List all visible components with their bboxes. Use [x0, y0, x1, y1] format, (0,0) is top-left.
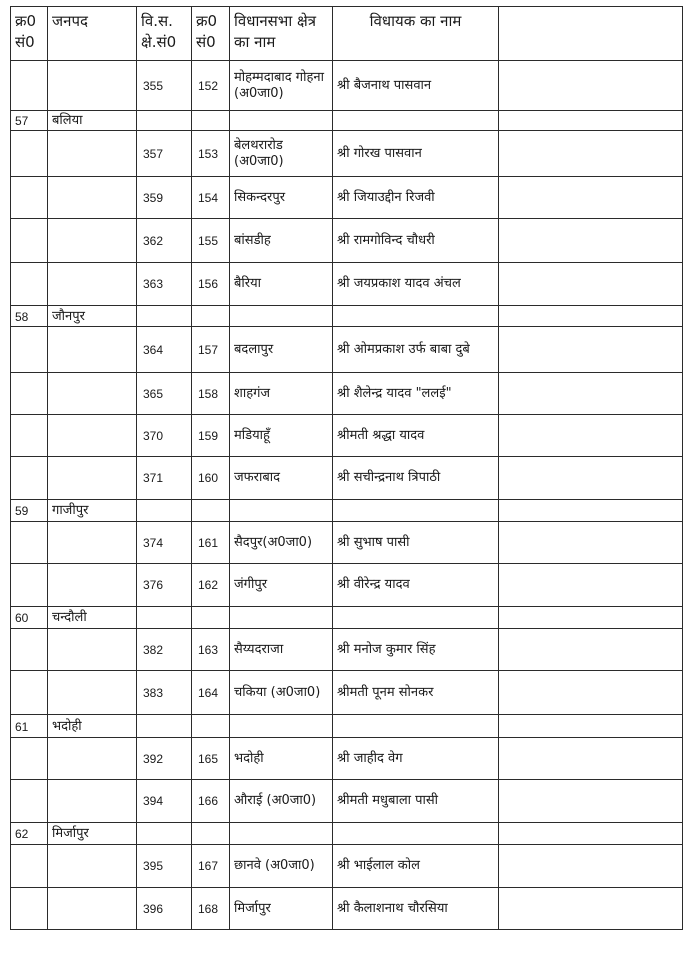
- vs-number: 376: [137, 564, 192, 607]
- vs-number: 396: [137, 888, 192, 930]
- table-row: [11, 415, 683, 457]
- empty-cell: [192, 500, 230, 522]
- table-row: [11, 780, 683, 823]
- empty-cell: [499, 263, 683, 306]
- empty-cell: [48, 327, 137, 373]
- vs-number: 363: [137, 263, 192, 306]
- empty-cell: [499, 306, 683, 327]
- empty-cell: [11, 888, 48, 930]
- header-constituency: विधानसभा क्षेत्र का नाम: [230, 7, 333, 61]
- empty-cell: [192, 715, 230, 738]
- mla-name: श्री सुभाष पासी: [333, 522, 499, 564]
- empty-cell: [11, 522, 48, 564]
- vs-number: 359: [137, 177, 192, 219]
- empty-cell: [11, 564, 48, 607]
- district-row: [11, 306, 683, 327]
- empty-cell: [192, 111, 230, 131]
- vs-number: 370: [137, 415, 192, 457]
- constituency-name: जफराबाद: [230, 457, 333, 500]
- district-number: 61: [11, 715, 48, 738]
- empty-cell: [11, 845, 48, 888]
- vs-number: 364: [137, 327, 192, 373]
- vs-number: 357: [137, 131, 192, 177]
- empty-cell: [499, 457, 683, 500]
- vs-number: 355: [137, 61, 192, 111]
- empty-cell: [11, 131, 48, 177]
- district-name: चन्दौली: [48, 607, 137, 629]
- kr-number: 167: [192, 845, 230, 888]
- district-name: बलिया: [48, 111, 137, 131]
- table-body: [11, 61, 683, 930]
- kr-number: 162: [192, 564, 230, 607]
- empty-cell: [499, 61, 683, 111]
- table-row: [11, 131, 683, 177]
- empty-cell: [48, 780, 137, 823]
- header-kr-number: क्र0 सं0: [192, 7, 230, 61]
- header-district: जनपद: [48, 7, 137, 61]
- empty-cell: [48, 564, 137, 607]
- district-row: [11, 823, 683, 845]
- empty-cell: [192, 607, 230, 629]
- constituency-name: बैरिया: [230, 263, 333, 306]
- empty-cell: [48, 845, 137, 888]
- mla-name: श्री जाहीद वेग: [333, 738, 499, 780]
- empty-cell: [48, 522, 137, 564]
- empty-cell: [48, 131, 137, 177]
- empty-cell: [48, 738, 137, 780]
- empty-cell: [230, 306, 333, 327]
- header-row: [11, 7, 683, 61]
- empty-cell: [499, 845, 683, 888]
- mla-name: श्रीमती पूनम सोनकर: [333, 671, 499, 715]
- empty-cell: [11, 61, 48, 111]
- empty-cell: [499, 780, 683, 823]
- mla-name: श्री कैलाशनाथ चौरसिया: [333, 888, 499, 930]
- table-row: [11, 327, 683, 373]
- empty-cell: [11, 219, 48, 263]
- kr-number: 153: [192, 131, 230, 177]
- constituency-name: मिर्जापुर: [230, 888, 333, 930]
- empty-cell: [230, 607, 333, 629]
- header-extra: [499, 7, 683, 61]
- empty-cell: [499, 373, 683, 415]
- kr-number: 159: [192, 415, 230, 457]
- table-row: [11, 564, 683, 607]
- empty-cell: [48, 457, 137, 500]
- empty-cell: [48, 629, 137, 671]
- empty-cell: [48, 671, 137, 715]
- empty-cell: [333, 111, 499, 131]
- constituency-name: बेलथरारोड (अ0जा0): [230, 131, 333, 177]
- empty-cell: [137, 823, 192, 845]
- mla-name: श्री शैलेन्द्र यादव "ललई": [333, 373, 499, 415]
- empty-cell: [499, 327, 683, 373]
- empty-cell: [137, 306, 192, 327]
- constituency-name: शाहगंज: [230, 373, 333, 415]
- vs-number: 395: [137, 845, 192, 888]
- empty-cell: [11, 738, 48, 780]
- kr-number: 155: [192, 219, 230, 263]
- constituency-name: बांसडीह: [230, 219, 333, 263]
- empty-cell: [48, 177, 137, 219]
- empty-cell: [333, 500, 499, 522]
- empty-cell: [11, 780, 48, 823]
- constituency-name: छानवे (अ0जा0): [230, 845, 333, 888]
- mla-name: श्री जियाउद्दीन रिजवी: [333, 177, 499, 219]
- empty-cell: [499, 888, 683, 930]
- kr-number: 158: [192, 373, 230, 415]
- mla-name: श्री रामगोविन्द चौधरी: [333, 219, 499, 263]
- empty-cell: [11, 177, 48, 219]
- empty-cell: [137, 111, 192, 131]
- table-row: [11, 845, 683, 888]
- constituency-name: भदोही: [230, 738, 333, 780]
- empty-cell: [48, 263, 137, 306]
- kr-number: 152: [192, 61, 230, 111]
- empty-cell: [11, 629, 48, 671]
- header-vs-number: वि.स. क्षे.सं0: [137, 7, 192, 61]
- constituency-name: मडियाहूँ: [230, 415, 333, 457]
- district-row: [11, 111, 683, 131]
- mla-name: श्रीमती मधुबाला पासी: [333, 780, 499, 823]
- empty-cell: [333, 306, 499, 327]
- mla-name: श्री गोरख पासवान: [333, 131, 499, 177]
- empty-cell: [499, 564, 683, 607]
- table-row: [11, 61, 683, 111]
- empty-cell: [192, 306, 230, 327]
- kr-number: 156: [192, 263, 230, 306]
- empty-cell: [499, 219, 683, 263]
- district-name: जौनपुर: [48, 306, 137, 327]
- empty-cell: [11, 671, 48, 715]
- mla-name: श्री ओमप्रकाश उर्फ बाबा दुबे: [333, 327, 499, 373]
- table-row: [11, 888, 683, 930]
- district-number: 58: [11, 306, 48, 327]
- table-row: [11, 671, 683, 715]
- empty-cell: [499, 177, 683, 219]
- kr-number: 164: [192, 671, 230, 715]
- vs-number: 382: [137, 629, 192, 671]
- district-name: भदोही: [48, 715, 137, 738]
- header-serial: क्र0 सं0: [11, 7, 48, 61]
- mla-name: श्री बैजनाथ पासवान: [333, 61, 499, 111]
- constituency-name: औराई (अ0जा0): [230, 780, 333, 823]
- district-number: 60: [11, 607, 48, 629]
- table-row: [11, 177, 683, 219]
- table-row: [11, 373, 683, 415]
- empty-cell: [230, 500, 333, 522]
- constituency-name: चकिया (अ0जा0): [230, 671, 333, 715]
- kr-number: 157: [192, 327, 230, 373]
- empty-cell: [48, 415, 137, 457]
- kr-number: 161: [192, 522, 230, 564]
- mla-name: श्री जयप्रकाश यादव अंचल: [333, 263, 499, 306]
- empty-cell: [499, 629, 683, 671]
- empty-cell: [499, 415, 683, 457]
- constituency-name: मोहम्मदाबाद गोहना (अ0जा0): [230, 61, 333, 111]
- empty-cell: [499, 671, 683, 715]
- empty-cell: [11, 327, 48, 373]
- empty-cell: [499, 131, 683, 177]
- empty-cell: [333, 823, 499, 845]
- empty-cell: [11, 263, 48, 306]
- empty-cell: [48, 373, 137, 415]
- constituency-name: सैदपुर(अ0जा0): [230, 522, 333, 564]
- empty-cell: [333, 607, 499, 629]
- empty-cell: [137, 607, 192, 629]
- empty-cell: [230, 715, 333, 738]
- district-name: गाजीपुर: [48, 500, 137, 522]
- empty-cell: [499, 111, 683, 131]
- district-number: 57: [11, 111, 48, 131]
- mla-name: श्री सचीन्द्रनाथ त्रिपाठी: [333, 457, 499, 500]
- empty-cell: [48, 219, 137, 263]
- district-number: 59: [11, 500, 48, 522]
- kr-number: 165: [192, 738, 230, 780]
- empty-cell: [499, 522, 683, 564]
- district-row: [11, 607, 683, 629]
- constituency-name: बदलापुर: [230, 327, 333, 373]
- empty-cell: [499, 500, 683, 522]
- vs-number: 365: [137, 373, 192, 415]
- vs-number: 394: [137, 780, 192, 823]
- constituency-name: सिकन्दरपुर: [230, 177, 333, 219]
- district-row: [11, 500, 683, 522]
- empty-cell: [333, 715, 499, 738]
- district-number: 62: [11, 823, 48, 845]
- empty-cell: [499, 607, 683, 629]
- mla-name: श्रीमती श्रद्धा यादव: [333, 415, 499, 457]
- empty-cell: [48, 61, 137, 111]
- empty-cell: [499, 715, 683, 738]
- table-row: [11, 522, 683, 564]
- table-row: [11, 263, 683, 306]
- empty-cell: [11, 373, 48, 415]
- kr-number: 166: [192, 780, 230, 823]
- kr-number: 168: [192, 888, 230, 930]
- mla-name: श्री मनोज कुमार सिंह: [333, 629, 499, 671]
- empty-cell: [137, 500, 192, 522]
- empty-cell: [192, 823, 230, 845]
- empty-cell: [11, 415, 48, 457]
- vs-number: 362: [137, 219, 192, 263]
- document-sheet: [10, 6, 682, 930]
- table-row: [11, 219, 683, 263]
- vs-number: 383: [137, 671, 192, 715]
- empty-cell: [230, 111, 333, 131]
- mla-list-table: [10, 6, 683, 930]
- district-row: [11, 715, 683, 738]
- empty-cell: [48, 888, 137, 930]
- constituency-name: सैय्यदराजा: [230, 629, 333, 671]
- vs-number: 392: [137, 738, 192, 780]
- table-row: [11, 457, 683, 500]
- vs-number: 371: [137, 457, 192, 500]
- kr-number: 163: [192, 629, 230, 671]
- vs-number: 374: [137, 522, 192, 564]
- table-row: [11, 629, 683, 671]
- mla-name: श्री वीरेन्द्र यादव: [333, 564, 499, 607]
- table-row: [11, 738, 683, 780]
- empty-cell: [137, 715, 192, 738]
- mla-name: श्री भाईलाल कोल: [333, 845, 499, 888]
- kr-number: 160: [192, 457, 230, 500]
- constituency-name: जंगीपुर: [230, 564, 333, 607]
- district-name: मिर्जापुर: [48, 823, 137, 845]
- empty-cell: [11, 457, 48, 500]
- header-mla-name: विधायक का नाम: [333, 7, 499, 61]
- empty-cell: [499, 823, 683, 845]
- empty-cell: [230, 823, 333, 845]
- kr-number: 154: [192, 177, 230, 219]
- empty-cell: [499, 738, 683, 780]
